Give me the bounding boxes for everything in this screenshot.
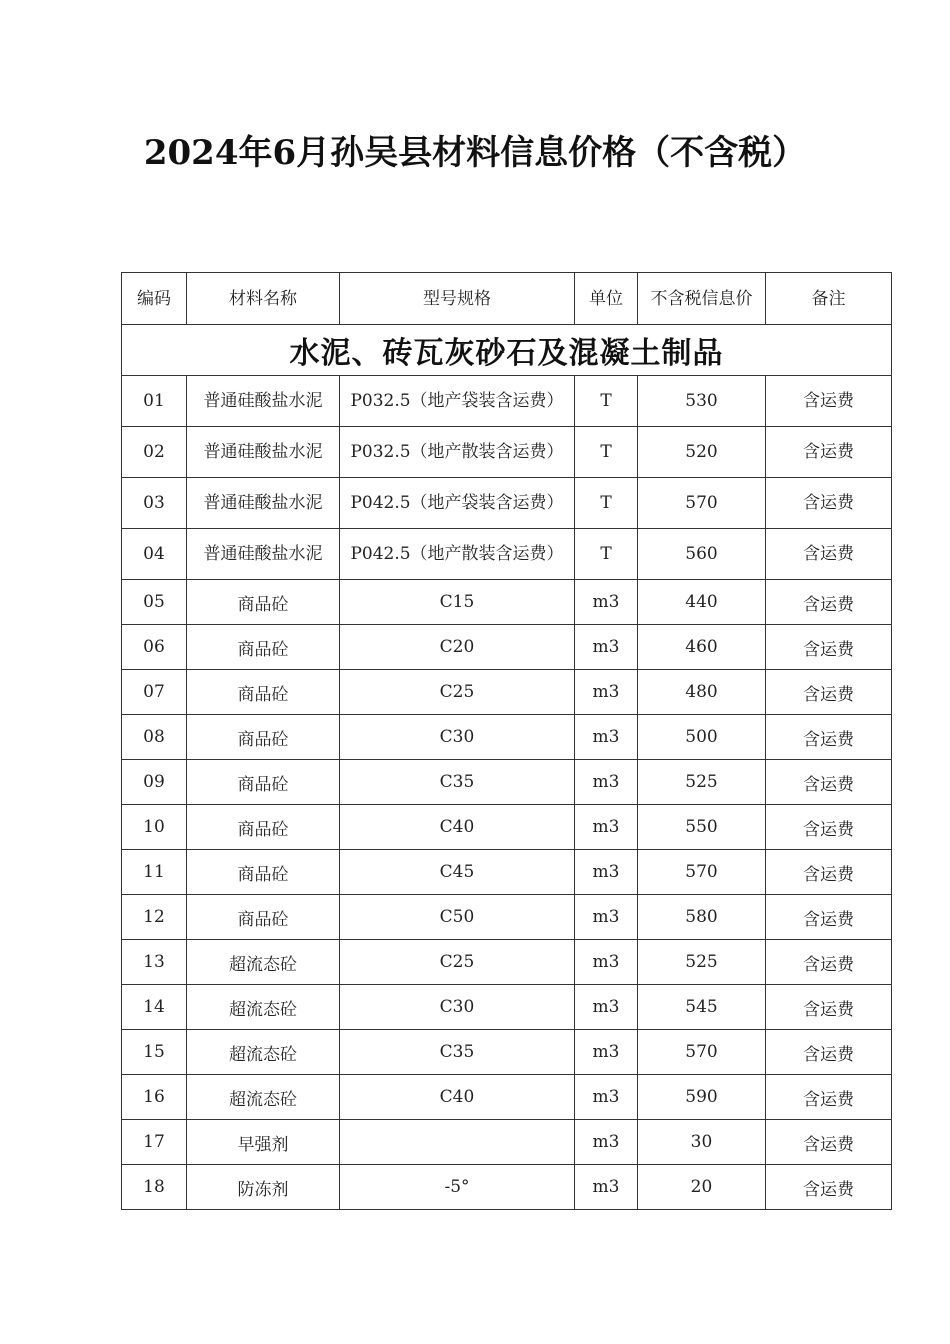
header-name: 材料名称: [187, 273, 340, 325]
cell-unit: T: [575, 529, 638, 580]
cell-note: 含运费: [766, 715, 892, 760]
cell-material-name: 商品砼: [187, 805, 340, 850]
cell-code: 12: [122, 895, 187, 940]
cell-unit: T: [575, 427, 638, 478]
cell-spec: P042.5（地产袋装含运费）: [340, 478, 575, 529]
table-row: [122, 625, 892, 670]
price-table: [121, 272, 892, 1210]
cell-unit: m3: [575, 625, 638, 670]
cell-note: 含运费: [766, 985, 892, 1030]
section-row: [122, 325, 892, 376]
cell-unit: m3: [575, 760, 638, 805]
cell-unit: T: [575, 376, 638, 427]
cell-unit: m3: [575, 580, 638, 625]
cell-spec: P032.5（地产散装含运费）: [340, 427, 575, 478]
cell-spec: C30: [340, 715, 575, 760]
cell-price: 30: [638, 1120, 766, 1165]
cell-code: 16: [122, 1075, 187, 1120]
cell-price: 570: [638, 1030, 766, 1075]
cell-note: 含运费: [766, 1165, 892, 1210]
cell-material-name: 商品砼: [187, 625, 340, 670]
table-row: [122, 1030, 892, 1075]
cell-price: 500: [638, 715, 766, 760]
cell-code: 10: [122, 805, 187, 850]
section-title: 水泥、砖瓦灰砂石及混凝土制品: [122, 325, 892, 376]
cell-spec: C25: [340, 670, 575, 715]
cell-note: 含运费: [766, 850, 892, 895]
cell-price: 570: [638, 850, 766, 895]
cell-code: 15: [122, 1030, 187, 1075]
cell-material-name: 普通硅酸盐水泥: [187, 478, 340, 529]
table-row: [122, 670, 892, 715]
cell-price: 545: [638, 985, 766, 1030]
cell-note: 含运费: [766, 625, 892, 670]
cell-material-name: 超流态砼: [187, 1075, 340, 1120]
header-code: 编码: [122, 273, 187, 325]
cell-material-name: 早强剂: [187, 1120, 340, 1165]
cell-code: 09: [122, 760, 187, 805]
cell-note: 含运费: [766, 760, 892, 805]
cell-price: 590: [638, 1075, 766, 1120]
table-row: [122, 1165, 892, 1210]
cell-unit: m3: [575, 985, 638, 1030]
cell-spec: C30: [340, 985, 575, 1030]
cell-unit: m3: [575, 895, 638, 940]
table-row: [122, 427, 892, 478]
table-row: [122, 580, 892, 625]
cell-price: 520: [638, 427, 766, 478]
cell-price: 480: [638, 670, 766, 715]
cell-unit: m3: [575, 805, 638, 850]
cell-spec: C50: [340, 895, 575, 940]
cell-code: 04: [122, 529, 187, 580]
cell-note: 含运费: [766, 670, 892, 715]
cell-unit: m3: [575, 1165, 638, 1210]
cell-code: 13: [122, 940, 187, 985]
cell-price: 525: [638, 760, 766, 805]
cell-material-name: 商品砼: [187, 580, 340, 625]
cell-material-name: 普通硅酸盐水泥: [187, 376, 340, 427]
cell-spec: C20: [340, 625, 575, 670]
cell-unit: m3: [575, 1120, 638, 1165]
cell-spec: C45: [340, 850, 575, 895]
cell-spec: -5°: [340, 1165, 575, 1210]
cell-note: 含运费: [766, 805, 892, 850]
table-row: [122, 805, 892, 850]
cell-code: 05: [122, 580, 187, 625]
cell-code: 17: [122, 1120, 187, 1165]
cell-note: 含运费: [766, 580, 892, 625]
cell-price: 440: [638, 580, 766, 625]
cell-note: 含运费: [766, 1030, 892, 1075]
cell-material-name: 普通硅酸盐水泥: [187, 427, 340, 478]
header-note: 备注: [766, 273, 892, 325]
cell-material-name: 超流态砼: [187, 985, 340, 1030]
table-row: [122, 529, 892, 580]
cell-material-name: 防冻剂: [187, 1165, 340, 1210]
cell-note: 含运费: [766, 478, 892, 529]
cell-price: 570: [638, 478, 766, 529]
cell-code: 08: [122, 715, 187, 760]
table-header-row: [122, 273, 892, 325]
table-row: [122, 1075, 892, 1120]
table-row: [122, 985, 892, 1030]
table-row: [122, 376, 892, 427]
cell-price: 20: [638, 1165, 766, 1210]
cell-code: 03: [122, 478, 187, 529]
cell-spec: C25: [340, 940, 575, 985]
cell-note: 含运费: [766, 1075, 892, 1120]
header-price: 不含税信息价: [638, 273, 766, 325]
cell-note: 含运费: [766, 1120, 892, 1165]
cell-material-name: 商品砼: [187, 760, 340, 805]
cell-unit: T: [575, 478, 638, 529]
cell-spec: C35: [340, 1030, 575, 1075]
cell-material-name: 超流态砼: [187, 1030, 340, 1075]
cell-unit: m3: [575, 1075, 638, 1120]
cell-price: 530: [638, 376, 766, 427]
cell-unit: m3: [575, 850, 638, 895]
cell-code: 07: [122, 670, 187, 715]
cell-unit: m3: [575, 670, 638, 715]
cell-price: 560: [638, 529, 766, 580]
cell-note: 含运费: [766, 940, 892, 985]
cell-code: 14: [122, 985, 187, 1030]
cell-material-name: 普通硅酸盐水泥: [187, 529, 340, 580]
cell-code: 18: [122, 1165, 187, 1210]
cell-spec: P032.5（地产袋装含运费）: [340, 376, 575, 427]
table-row: [122, 715, 892, 760]
cell-unit: m3: [575, 715, 638, 760]
header-unit: 单位: [575, 273, 638, 325]
cell-code: 02: [122, 427, 187, 478]
cell-unit: m3: [575, 1030, 638, 1075]
cell-material-name: 商品砼: [187, 895, 340, 940]
table-row: [122, 850, 892, 895]
table-row: [122, 895, 892, 940]
cell-spec: P042.5（地产散装含运费）: [340, 529, 575, 580]
cell-price: 550: [638, 805, 766, 850]
table-row: [122, 1120, 892, 1165]
cell-spec: C40: [340, 805, 575, 850]
cell-price: 460: [638, 625, 766, 670]
cell-unit: m3: [575, 940, 638, 985]
cell-note: 含运费: [766, 376, 892, 427]
table-row: [122, 760, 892, 805]
cell-material-name: 商品砼: [187, 850, 340, 895]
cell-note: 含运费: [766, 529, 892, 580]
cell-note: 含运费: [766, 427, 892, 478]
cell-price: 525: [638, 940, 766, 985]
cell-material-name: 超流态砼: [187, 940, 340, 985]
page-title: 2024年6月孙吴县材料信息价格（不含税）: [143, 133, 807, 173]
cell-spec: C35: [340, 760, 575, 805]
cell-note: 含运费: [766, 895, 892, 940]
cell-material-name: 商品砼: [187, 715, 340, 760]
cell-code: 06: [122, 625, 187, 670]
cell-spec: C15: [340, 580, 575, 625]
cell-price: 580: [638, 895, 766, 940]
cell-material-name: 商品砼: [187, 670, 340, 715]
cell-spec: C40: [340, 1075, 575, 1120]
table-row: [122, 940, 892, 985]
cell-code: 01: [122, 376, 187, 427]
cell-spec: [340, 1120, 575, 1165]
cell-code: 11: [122, 850, 187, 895]
table-row: [122, 478, 892, 529]
header-spec: 型号规格: [340, 273, 575, 325]
